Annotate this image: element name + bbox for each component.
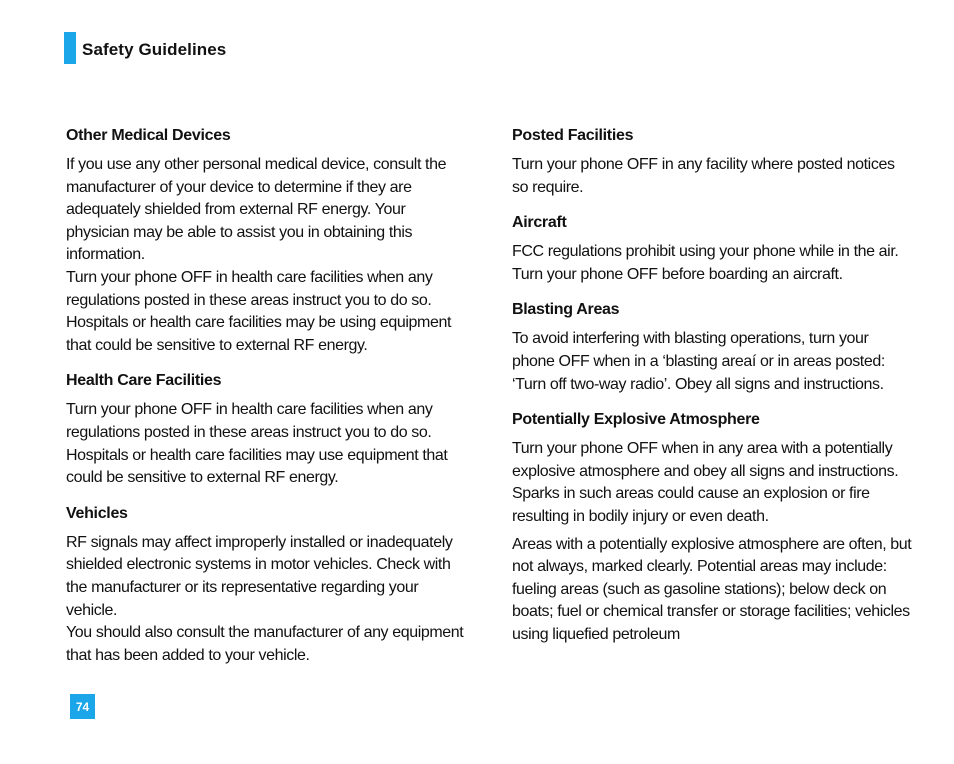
section-body [512,328,912,396]
paragraph: RF signals may affect improperly installed or inadequately shielded electronic systems in motor vehicles. Check with the manufacturer or its representative regarding your vehicle. [66,533,453,619]
section-heading: Posted Facilities [512,127,634,144]
paragraph: Turn your phone OFF when in any area with a potentially explosive atmosphere and obey all signs and instructions. Sparks in such areas could cause an explosion or fire resulting in bodily injury or even death. [512,440,899,525]
section-heading: Other Medical Devices [66,127,231,144]
paragraph: Turn your phone OFF in any facility where posted notices so require. [512,156,895,196]
paragraph: You should also consult the manufacturer of any equipment that has been added to your vehicle. [66,624,464,664]
section-heading: Blasting Areas [512,301,620,319]
section-body [512,241,912,286]
paragraph: Turn your phone OFF in health care facilities when any regulations posted in these areas instruct you to do so. Hospitals or health care facilities may be using equipment that could be sensitive to external RF energy. [66,268,452,354]
section-aircraft [512,211,912,286]
left-column [66,124,466,679]
page-title: Safety Guidelines [82,40,227,59]
paragraph: Areas with a potentially explosive atmosphere are often, but not always, marked clearly. Potential areas may include: fueling areas (such as gasoline stations); below deck on boats; fuel or chemical transfer or storage facilities; vehicles using liquefied petroleum [512,535,912,643]
section-heading: Health Care Facilities [66,372,222,390]
section-vehicles [66,502,466,668]
section-potentially-explosive-atmosphere [512,408,912,646]
paragraph: To avoid interfering with blasting operations, turn your phone OFF when in a ‘blasting areaí or in areas posted: ‘Turn off two-way radio’. Obey all signs and instructions. [512,330,885,393]
section-heading: Vehicles [66,504,128,522]
section-other-medical-devices [66,124,466,357]
paragraph: Turn your phone OFF in health care facilities when any regulations posted in these areas instruct you to do so. Hospitals or health care facilities may use equipment that could be sensitive to external RF energy. [66,401,448,487]
section-body [66,399,466,489]
header-accent-bar [64,32,76,64]
page-number: 74 [70,694,95,719]
section-posted-facilities [512,124,912,199]
section-heading: Aircraft [512,214,567,232]
section-heading: Potentially Explosive Atmosphere [512,411,760,429]
right-column [512,124,912,659]
section-body [66,532,466,668]
paragraph: FCC regulations prohibit using your phone while in the air. Turn your phone OFF before boarding an aircraft. [512,243,899,283]
section-health-care-facilities [66,369,466,489]
section-body [512,154,912,199]
section-blasting-areas [512,298,912,396]
section-body [512,438,912,646]
section-body [66,154,466,357]
paragraph: If you use any other personal medical device, consult the manufacturer of your device to determine if they are adequately shielded from external RF energy. Your physician may be able to assist you in obtaining this information. [66,156,447,264]
